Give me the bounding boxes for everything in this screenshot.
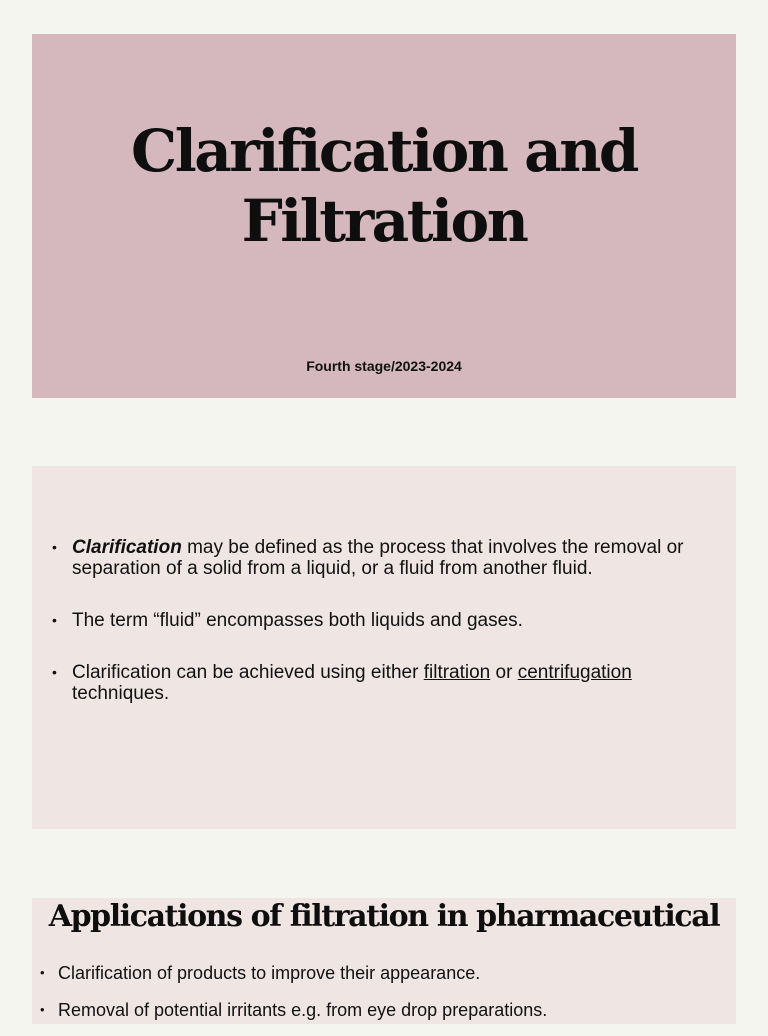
bullet-icon: • (52, 539, 57, 555)
title-line-1: Clarification and (131, 117, 637, 185)
definition-slide (32, 466, 736, 829)
bullet-icon: • (52, 612, 57, 628)
clarification-term: Clarification (72, 537, 182, 558)
slide-title (32, 116, 736, 256)
list-item (40, 962, 730, 984)
method-text-before: Clarification can be achieved using either (72, 662, 424, 683)
list-item (52, 537, 728, 579)
applications-heading: Applications of filtration in pharmaceutical (48, 899, 720, 934)
applications-list (40, 962, 730, 1036)
applications-slide (32, 898, 736, 1024)
bullet-icon: • (40, 965, 45, 980)
filtration-link[interactable]: filtration (423, 662, 491, 683)
title-slide (32, 34, 736, 398)
method-text-after: techniques. (72, 683, 170, 704)
fluid-text: The term “fluid” encompasses both liquids and gases. (72, 610, 523, 631)
slide-subtitle: Fourth stage/2023-2024 (306, 358, 462, 374)
list-item (52, 662, 728, 704)
definition-text: may be defined as the process that involves the removal or separation of a solid from a liquid, or a fluid from another fluid. (72, 537, 684, 579)
bullet-icon: • (52, 664, 57, 680)
bullet-icon: • (40, 1002, 45, 1017)
method-text-mid: or (490, 662, 518, 683)
centrifugation-link[interactable]: centrifugation (517, 662, 632, 683)
title-line-2: Filtration (241, 187, 527, 255)
application-text: Removal of potential irritants e.g. from eye drop preparations. (58, 1000, 548, 1020)
definition-list (52, 537, 728, 735)
application-text: Clarification of products to improve their appearance. (58, 963, 481, 983)
list-item (52, 610, 728, 631)
list-item (40, 999, 730, 1021)
